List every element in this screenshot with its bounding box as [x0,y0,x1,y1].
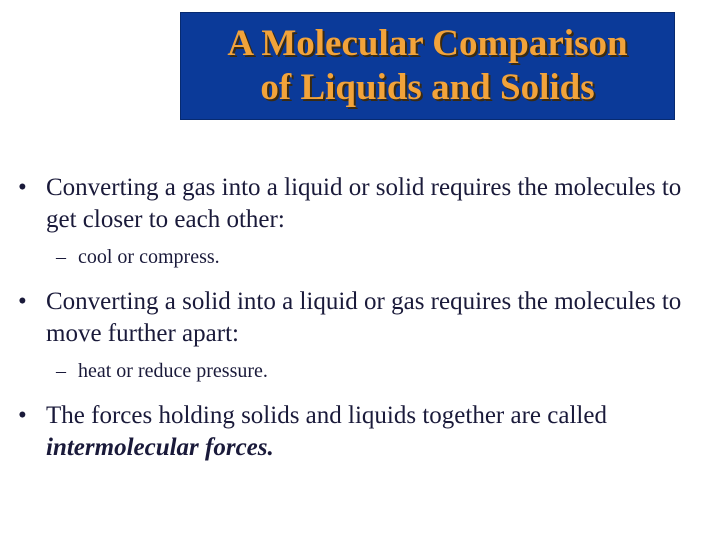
bullet-text [46,400,708,464]
sub-bullet-marker: – [56,246,66,268]
bullet-marker: • [18,402,27,429]
bullet-text: Converting a solid into a liquid or gas requires the molecules to move further apart: [46,288,682,347]
bullet-list [18,172,708,464]
title-banner [180,12,675,120]
sub-bullet-item [56,358,708,384]
slide-title-line-2: of Liquids and Solids [260,67,595,108]
bullet-marker: • [18,288,27,315]
sub-bullet-text: cool or compress. [78,246,220,268]
sub-bullet-marker: – [56,360,66,382]
bullet-marker: • [18,174,27,201]
bullet-text: Converting a gas into a liquid or solid requires the molecules to get closer to each other: [46,174,682,233]
emphasis-term: intermolecular forces. [46,434,274,461]
bullet-item [18,286,708,350]
bullet-text-main: The forces holding solids and liquids together are called [46,402,607,429]
sub-bullet-item [56,244,708,270]
sub-bullet-text: heat or reduce pressure. [78,360,268,382]
bullet-item [18,400,708,464]
slide-title-line-1: A Molecular Comparison [227,23,628,64]
bullet-item [18,172,708,236]
